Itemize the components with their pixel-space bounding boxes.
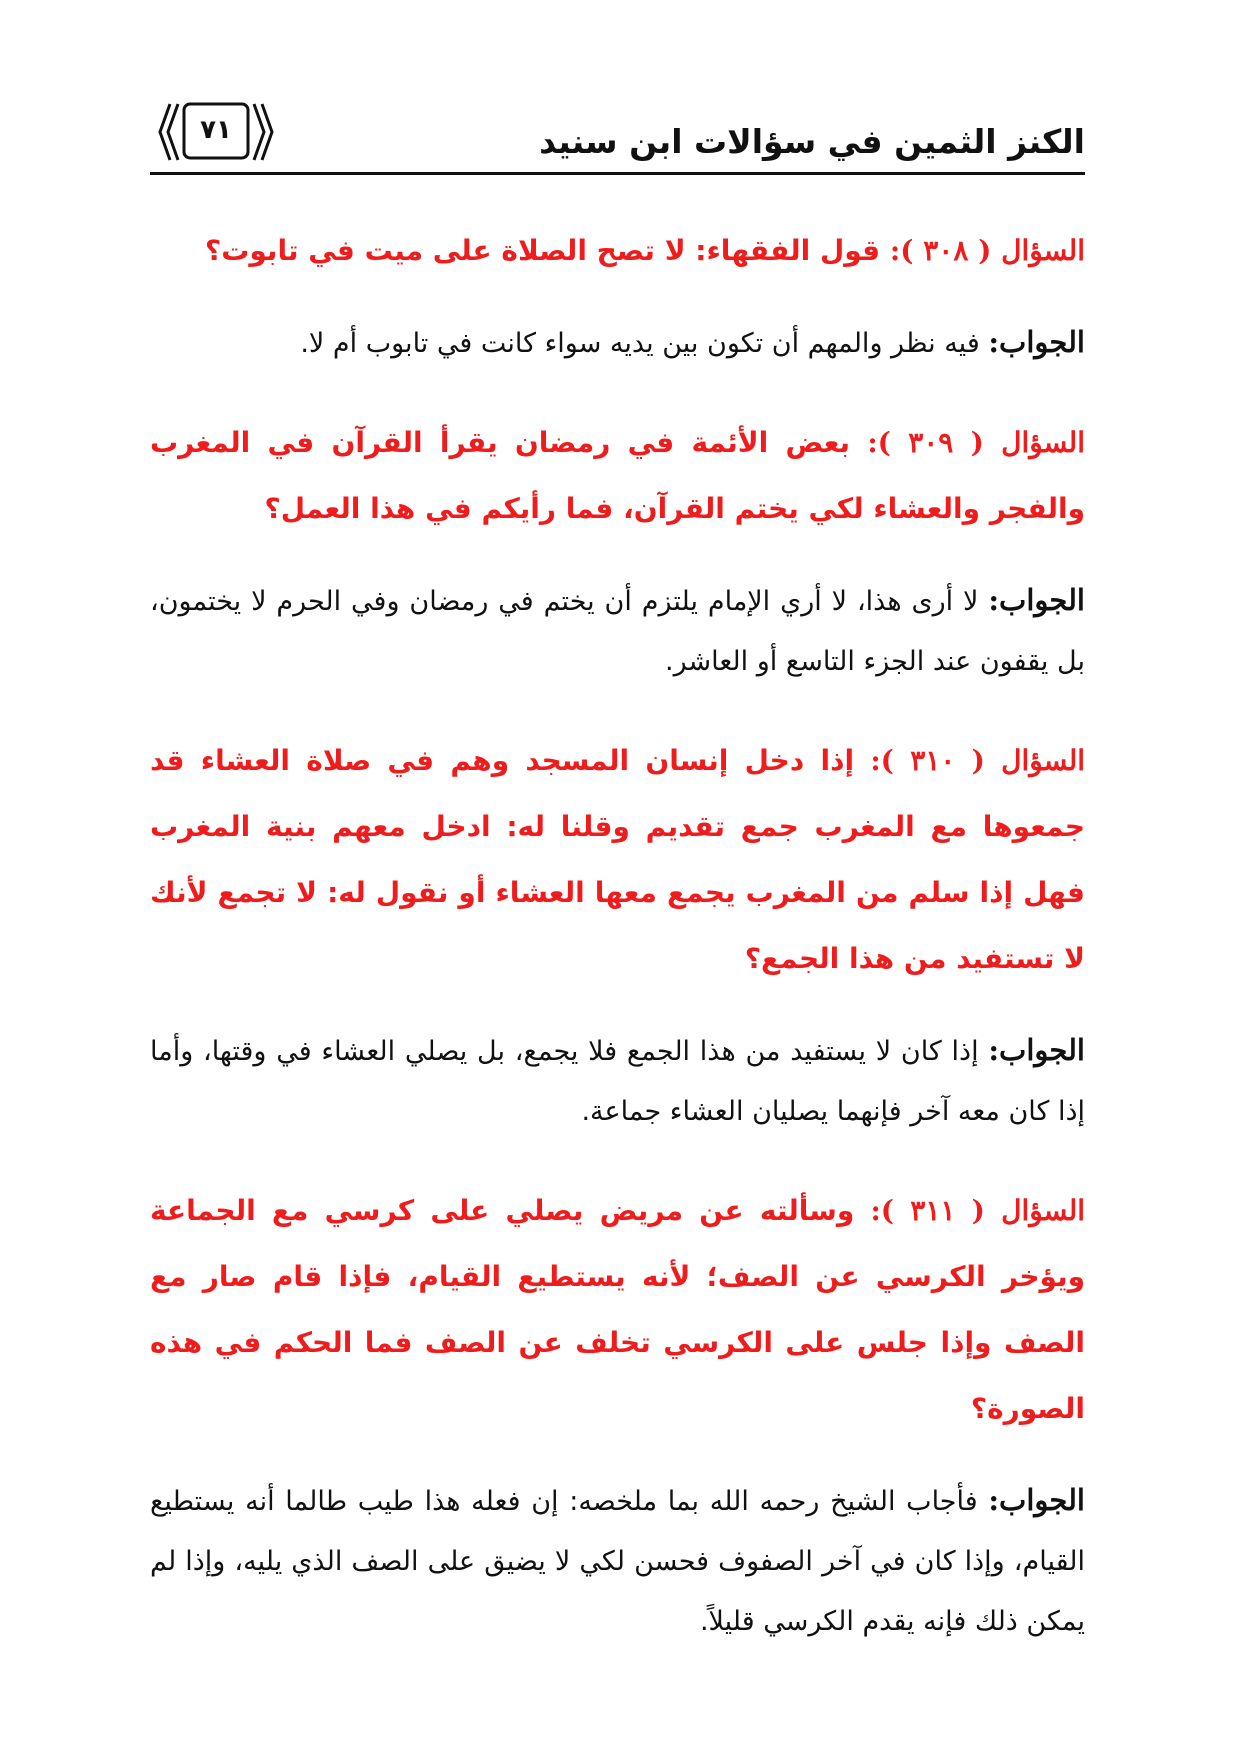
- question-311: [150, 1178, 1085, 1442]
- page-content: [150, 218, 1085, 1652]
- qa-entry-311: [150, 1178, 1085, 1652]
- question-text: بعض الأئمة في رمضان يقرأ القرآن في المغرب والفجر والعشاء لكي يختم القرآن، فما رأيكم في هذا العمل؟: [150, 426, 1085, 525]
- question-label: السؤال ( ٣١٠ ):: [870, 744, 1085, 777]
- answer-label: الجواب:: [988, 1033, 1085, 1067]
- answer-text: لا أرى هذا، لا أري الإمام يلتزم أن يختم في رمضان وفي الحرم لا يختمون، بل يقفون عند الجزء التاسع أو العاشر.: [150, 586, 1085, 677]
- answer-311: [150, 1470, 1085, 1652]
- answer-label: الجواب:: [988, 1483, 1085, 1517]
- answer-text: فيه نظر والمهم أن تكون بين يديه سواء كانت في تابوب أم لا.: [300, 328, 989, 359]
- answer-label: الجواب:: [988, 325, 1085, 359]
- page-number-badge: [158, 100, 274, 164]
- question-label: السؤال ( ٣١١ ):: [870, 1194, 1086, 1227]
- question-text: وسألته عن مريض يصلي على كرسي مع الجماعة ويؤخر الكرسي عن الصف؛ لأنه يستطيع القيام، فإذا قام صار مع الصف وإذا جلس على الكرسي تخلف عن الصف فما الحكم في هذه الصورة؟: [150, 1194, 1085, 1425]
- header-divider: [150, 172, 1085, 175]
- question-310: [150, 728, 1085, 992]
- answer-309: [150, 570, 1085, 692]
- answer-text: إذا كان لا يستفيد من هذا الجمع فلا يجمع، بل يصلي العشاء في وقتها، وأما إذا كان معه آخر فإنهما يصليان العشاء جماعة.: [150, 1036, 1085, 1127]
- answer-text: فأجاب الشيخ رحمه الله بما ملخصه: إن فعله هذا طيب طالما أنه يستطيع القيام، وإذا كان في آخر الصفوف فحسن لكي لا يضيق على الصف الذي يليه، وإذا لم يمكن ذلك فإنه يقدم الكرسي قليلاً.: [150, 1486, 1085, 1637]
- question-text: إذا دخل إنسان المسجد وهم في صلاة العشاء قد جمعوها مع المغرب جمع تقديم وقلنا له: ادخل معهم بنية المغرب فهل إذا سلم من المغرب يجمع معها العشاء أو نقول له: لا تجمع لأنك لا تستفيد من هذا الجمع؟: [150, 744, 1085, 975]
- qa-entry-308: [150, 218, 1085, 374]
- question-label: السؤال ( ٣٠٨ ):: [889, 234, 1085, 267]
- answer-308: [150, 312, 1085, 374]
- question-308: [150, 218, 1085, 284]
- book-title: الكنز الثمين في سؤالات ابن سنيد: [539, 122, 1085, 161]
- qa-entry-310: [150, 728, 1085, 1142]
- page-header: [150, 100, 1085, 174]
- qa-entry-309: [150, 410, 1085, 692]
- answer-label: الجواب:: [988, 583, 1085, 617]
- question-309: [150, 410, 1085, 542]
- answer-310: [150, 1020, 1085, 1142]
- question-text: قول الفقهاء: لا تصح الصلاة على ميت في تابوت؟: [205, 234, 890, 267]
- question-label: السؤال ( ٣٠٩ ):: [867, 426, 1085, 459]
- page-number: ٧١: [200, 115, 232, 145]
